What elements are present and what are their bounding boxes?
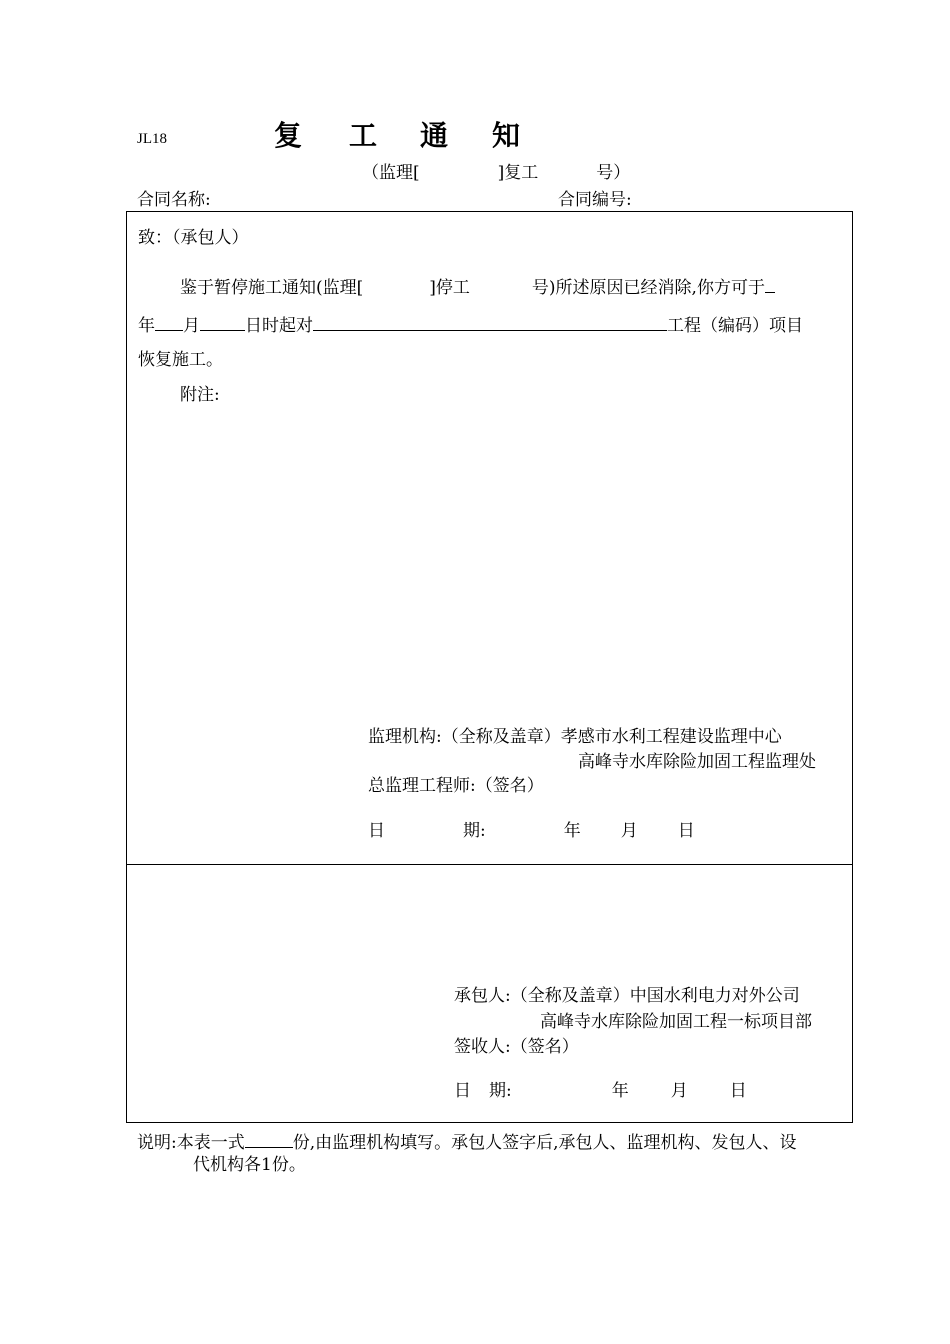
supervisor-org: 监理机构:（全称及盖章）孝感市水利工程建设监理中心	[368, 727, 782, 747]
addressee-line: 致：（承包人）	[138, 228, 249, 248]
date-year: 年	[611, 1081, 629, 1101]
date-label-1: 日	[368, 821, 385, 841]
note-suffix: 份,由监理机构填写。承包人签字后,承包人、监理机构、发包人、设	[292, 1133, 797, 1153]
note-prefix: 说明:本表一式	[137, 1133, 245, 1153]
contractor-org-line2: 高峰寺水库除险加固工程一标项目部	[540, 1012, 812, 1032]
supervisor-date	[368, 823, 695, 840]
date-label-2: 期:	[463, 821, 486, 841]
contract-no-label: 合同编号:	[558, 190, 632, 210]
reference-number	[362, 165, 630, 182]
notice-line-2	[138, 315, 803, 335]
ref-mid: ]复工	[497, 163, 539, 183]
date-label-2: 期:	[489, 1081, 512, 1101]
ref-open: （监理[	[362, 163, 420, 183]
footer-note-line-1	[137, 1132, 797, 1152]
l2-day: 日时起对	[245, 316, 313, 336]
date-month: 月	[620, 821, 638, 841]
l2-project: 工程（编码）项目	[667, 316, 803, 336]
supervisor-org-line2: 高峰寺水库除险加固工程监理处	[578, 752, 816, 772]
title-char-2: 工	[349, 119, 378, 152]
date-day: 日	[729, 1081, 747, 1101]
ref-close: 号）	[596, 163, 631, 183]
section-divider	[126, 864, 853, 865]
resume-year-blank[interactable]	[765, 277, 775, 293]
title-char-3: 通	[420, 119, 449, 152]
receiver-signature: 签收人:（签名）	[454, 1037, 579, 1057]
title-char-4: 知	[492, 119, 521, 152]
date-label-1: 日	[454, 1081, 471, 1101]
l1-part2: ]停工	[429, 278, 470, 298]
contractor-date	[454, 1083, 747, 1100]
contractor-org: 承包人:（全称及盖章）中国水利电力对外公司	[454, 986, 800, 1006]
footer-note-line-2: 代机构各1份。	[193, 1155, 306, 1175]
page-title	[274, 119, 534, 152]
resume-day-blank[interactable]	[200, 315, 245, 331]
date-year: 年	[563, 821, 581, 841]
copies-blank[interactable]	[245, 1132, 293, 1148]
notice-line-1	[180, 277, 775, 297]
project-name-blank[interactable]	[313, 315, 667, 331]
chief-engineer-signature: 总监理工程师:（签名）	[368, 776, 544, 796]
date-month: 月	[670, 1081, 688, 1101]
contract-name-label: 合同名称:	[137, 190, 211, 210]
l1-part3: 号)所述原因已经消除,你方可于	[531, 278, 765, 298]
l2-month: 月	[183, 316, 200, 336]
attachment-label: 附注:	[180, 385, 220, 405]
resume-month-blank[interactable]	[155, 315, 183, 331]
l1-part1: 鉴于暂停施工通知(监理[	[180, 278, 364, 298]
l2-year: 年	[138, 316, 155, 336]
date-day: 日	[677, 821, 695, 841]
title-char-1: 复	[274, 119, 303, 152]
form-code: JL18	[137, 131, 167, 147]
notice-line-3: 恢复施工。	[138, 350, 223, 370]
